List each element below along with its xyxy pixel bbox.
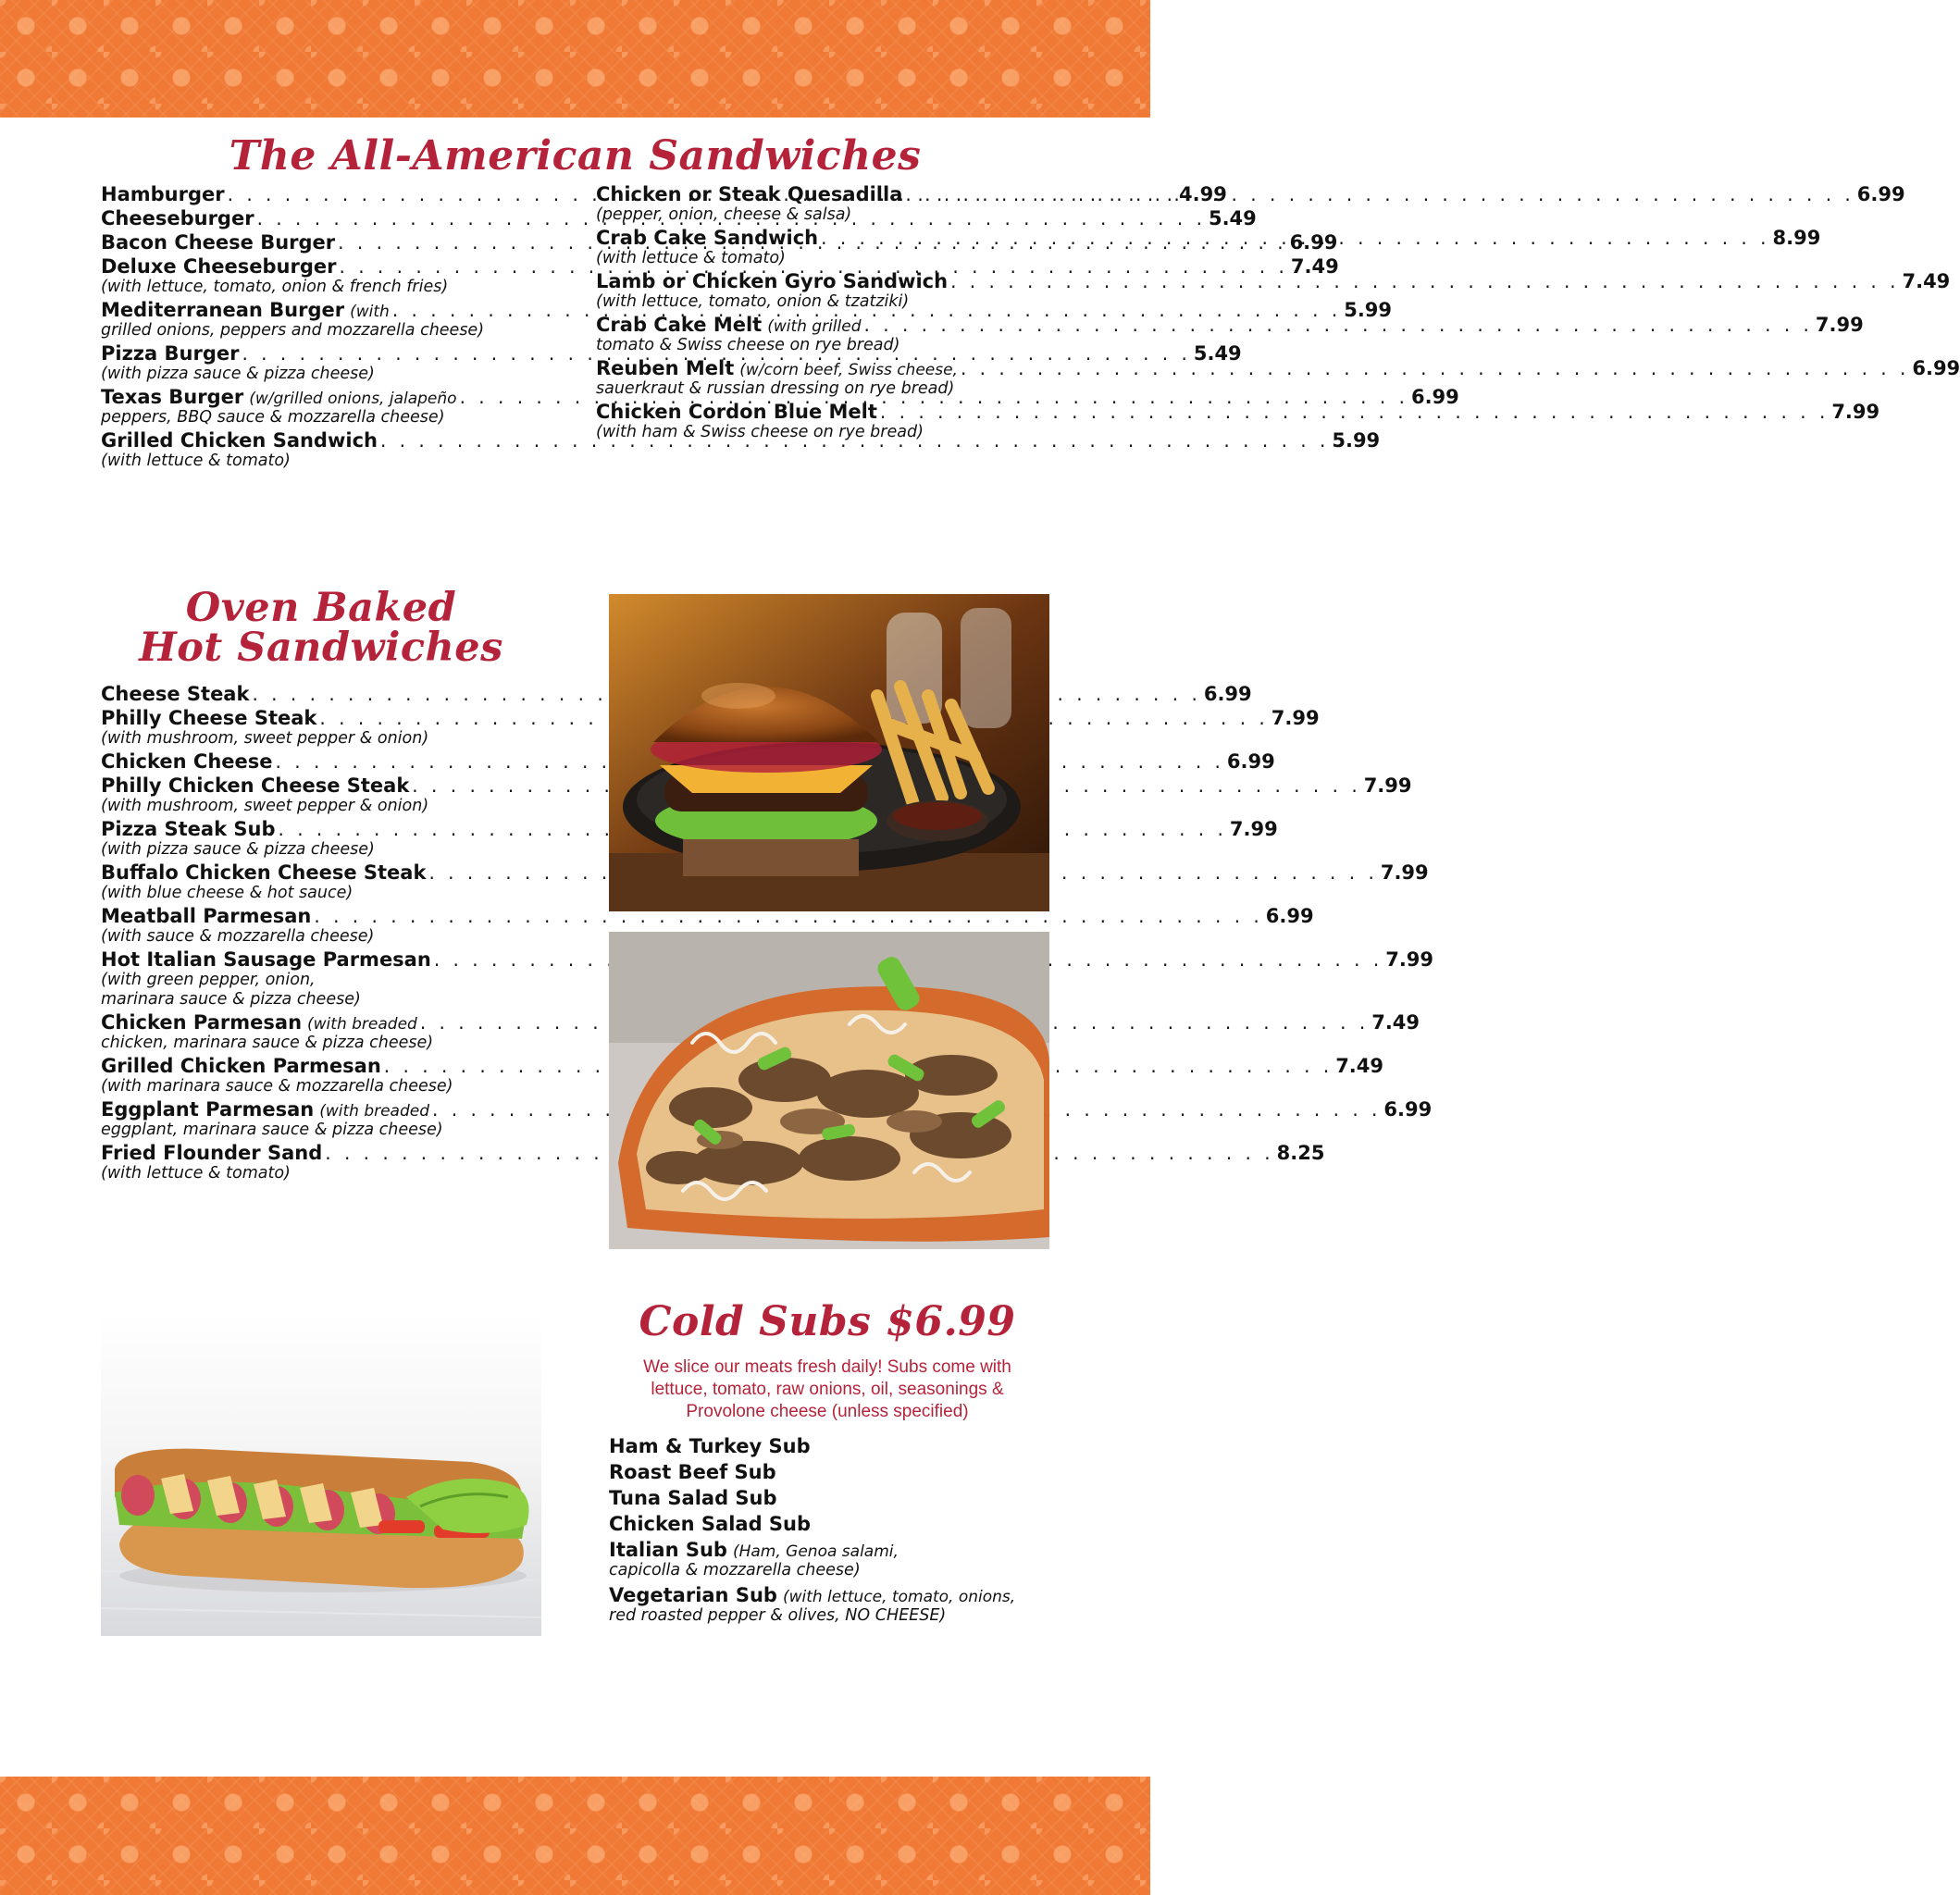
menu-item [609,1584,1053,1626]
item-description: (with lettuce & tomato) [101,452,291,470]
item-price: 6.99 [1226,750,1275,773]
leader-dots [864,314,1813,336]
menu-item [609,1513,1053,1535]
item-name: Mediterranean Burger [101,299,345,321]
item-name: Chicken Cordon Blue Melt [596,401,877,423]
item-description: (with lettuce, tomato, onion & french fries) [101,278,449,296]
item-price: 7.99 [1380,861,1429,884]
leader-dots [905,183,1854,205]
cold-subs-title: Cold Subs $6.99 [639,1298,1016,1345]
burger-photo [609,594,1049,911]
oven-section-title [101,585,541,671]
item-description: marinara sauce & pizza cheese) [101,990,361,1009]
item-price: 7.99 [1385,948,1434,971]
item-note: (with grilled [767,317,862,336]
item-price: 7.49 [1371,1011,1420,1034]
item-description: chicken, marinara sauce & pizza cheese) [101,1034,434,1052]
item-name: Philly Cheese Steak [101,707,317,729]
american-section-title: The All-American Sandwiches [229,132,922,180]
item-name: Philly Chicken Cheese Steak [101,774,410,797]
item-name: Chicken or Steak Quesadilla [596,183,903,205]
item-price: 6.99 [1912,357,1960,379]
menu-item [101,1011,1420,1053]
item-name: Italian Sub [609,1539,727,1561]
item-price: 5.99 [1332,429,1381,452]
item-price: 6.99 [1289,231,1338,254]
menu-item [101,774,1412,816]
bottom-pattern-band [0,1777,1150,1895]
item-name: Deluxe Cheeseburger [101,255,337,278]
leader-dots [880,401,1829,423]
item-description: (with pizza sauce & pizza cheese) [101,840,375,859]
cheesesteak-photo [609,932,1049,1249]
item-price: 7.99 [1271,707,1320,729]
item-description: tomato & Swiss cheese on rye bread) [596,336,900,354]
cold-subs-intro [596,1356,1059,1422]
top-pattern-band [0,0,1150,118]
item-description: (with pizza sauce & pizza cheese) [101,365,375,383]
item-name: Reuben Melt [596,357,735,379]
item-note: (with [350,303,390,321]
item-description: red roasted pepper & olives, NO CHEESE) [609,1606,947,1625]
item-name: Crab Cake Sandwich [596,227,819,249]
item-price: 7.99 [1363,774,1412,797]
item-name: Grilled Chicken Parmesan [101,1055,381,1077]
leader-dots [961,357,1909,379]
menu-item [101,861,1429,903]
item-description: (with sauce & mozzarella cheese) [101,927,375,946]
item-price: 6.99 [1265,905,1314,927]
item-description: eggplant, marinara sauce & pizza cheese) [101,1121,443,1139]
menu-item [101,948,1434,1009]
item-description: (with lettuce, tomato, onion & tzatziki) [596,292,910,311]
cold-intro-line1: We slice our meats fresh daily! Subs come with [643,1357,1011,1377]
menu-item [101,707,1320,749]
item-description: (with lettuce & tomato) [596,249,786,267]
cold-sub-photo [101,1312,541,1636]
menu-item [101,683,1252,705]
item-description: peppers, BBQ sauce & mozzarella cheese) [101,408,445,427]
item-description: grilled onions, peppers and mozzarella cheese) [101,321,485,340]
cold-intro-line2: lettuce, tomato, raw onions, oil, seasonings & [651,1379,1004,1399]
item-description: (with marinara sauce & mozzarella cheese) [101,1077,453,1096]
leader-dots [950,270,1899,292]
item-price: 6.99 [1383,1098,1433,1121]
oven-title-line2: Hot Sandwiches [139,625,503,671]
item-price: 5.49 [1208,207,1257,229]
item-description: (with lettuce & tomato) [101,1164,291,1183]
oven-items-column [101,683,1434,1185]
leader-dots [821,227,1769,249]
item-name: Hamburger [101,183,225,205]
menu-item [101,1142,1325,1183]
item-note: (with breaded [319,1102,430,1121]
cold-intro-line3: Provolone cheese (unless specified) [686,1401,969,1421]
item-name: Vegetarian Sub [609,1584,777,1606]
item-name: Bacon Cheese Burger [101,231,336,254]
item-price: 7.49 [1335,1055,1384,1077]
item-description: (with mushroom, sweet pepper & onion) [101,797,429,815]
item-note: (with lettuce, tomato, onions, [782,1588,1016,1606]
menu-item [101,1098,1433,1140]
item-price: 7.49 [1290,255,1339,278]
item-name: Meatball Parmesan [101,905,312,927]
item-price: 7.99 [1831,401,1880,423]
item-name: Tuna Salad Sub [609,1487,777,1509]
item-price: 7.99 [1229,818,1278,840]
item-price: 6.99 [1203,683,1252,705]
item-name: Buffalo Chicken Cheese Steak [101,861,427,884]
menu-item [101,905,1314,947]
item-name: Lamb or Chicken Gyro Sandwich [596,270,949,292]
menu-item [609,1435,1053,1457]
item-description: (with mushroom, sweet pepper & onion) [101,729,429,748]
menu-item [101,1055,1384,1096]
item-description: (pepper, onion, cheese & salsa) [596,205,852,224]
item-description: (with ham & Swiss cheese on rye bread) [596,423,924,441]
item-name: Chicken Cheese [101,750,273,773]
item-price: 6.99 [1856,183,1905,205]
item-price: 5.49 [1193,342,1242,365]
menu-item [609,1539,1053,1580]
item-name: Grilled Chicken Sandwich [101,429,378,452]
item-name: Eggplant Parmesan [101,1098,315,1121]
item-price: 8.99 [1772,227,1821,249]
item-name: Texas Burger [101,386,244,408]
item-note: (w/corn beef, Swiss cheese, [739,361,958,379]
item-note: (w/grilled onions, jalapeño [249,390,457,408]
item-name: Chicken Salad Sub [609,1513,812,1535]
item-name: Ham & Turkey Sub [609,1435,811,1457]
item-price: 6.99 [1410,386,1459,408]
menu-item [609,1487,1053,1509]
cold-subs-list [609,1435,1053,1629]
item-description: sauerkraut & russian dressing on rye bread) [596,379,955,398]
item-name: Fried Flounder Sand [101,1142,323,1164]
menu-item [596,357,1960,399]
item-name: Pizza Steak Sub [101,818,276,840]
item-name: Roast Beef Sub [609,1461,776,1483]
item-price: 7.49 [1902,270,1951,292]
item-price: 4.99 [1179,183,1227,205]
menu-item [609,1461,1053,1483]
item-price: 5.99 [1344,299,1393,321]
item-name: Cheeseburger [101,207,254,229]
item-name: Cheese Steak [101,683,250,705]
item-name: Chicken Parmesan [101,1011,303,1034]
item-price: 8.25 [1276,1142,1325,1164]
item-name: Crab Cake Melt [596,314,763,336]
item-description: (with green pepper, onion, [101,971,316,989]
item-note: (Ham, Genoa salami, [732,1542,899,1561]
oven-title-line1: Oven Baked [185,585,457,631]
item-name: Hot Italian Sausage Parmesan [101,948,431,971]
item-description: capicolla & mozzarella cheese) [609,1561,861,1579]
menu-item [101,818,1278,860]
item-description: (with blue cheese & hot sauce) [101,884,354,902]
menu-item [101,750,1275,773]
item-price: 7.99 [1815,314,1864,336]
item-name: Pizza Burger [101,342,240,365]
item-note: (with breaded [307,1015,417,1034]
